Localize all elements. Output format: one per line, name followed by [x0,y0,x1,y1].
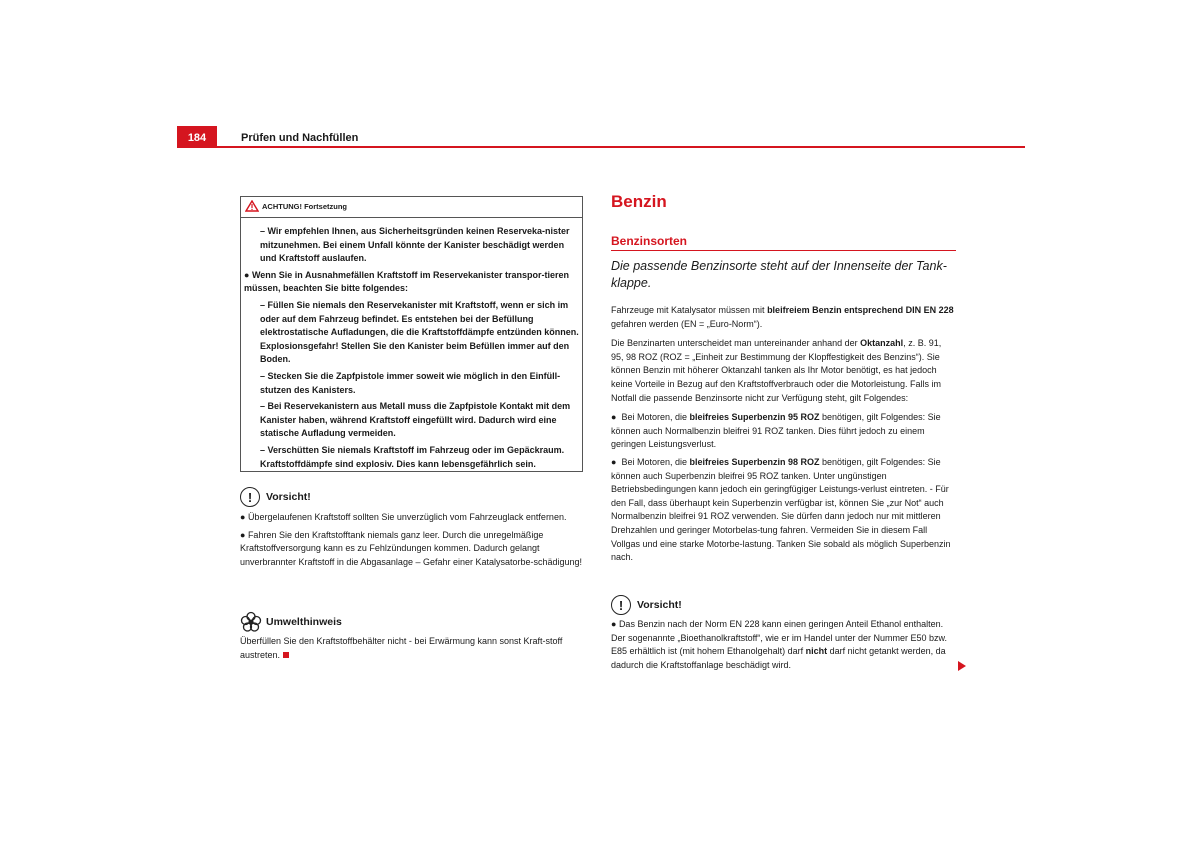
env-text [240,635,583,666]
caution-text-right [611,618,956,676]
caution-title: Vorsicht! [266,491,311,503]
list-item-text: Fahren Sie den Kraftstofftank niemals ganz leer. Durch die unregelmäßige Kraftstoffversorgung kann es zu Fehlzündungen kommen. Dadurch gelangt unverbrannter Kraftstoff in die Abgasanlage – Gefahr einer Katalysatorbe-schädigung! [240,529,583,567]
caution-text-left [240,511,583,573]
env-heading [240,611,342,633]
exclamation-icon: ! [240,487,260,507]
chapter-title: Prüfen und Nachfüllen [241,132,359,144]
warning-box [240,196,583,472]
header-rule [217,146,1025,148]
subsection-title: Benzinsorten [611,234,688,248]
warning-para: – Verschütten Sie niemals Kraftstoff im Fahrzeug oder im Gepäckraum. Kraftstoffdämpfe sind explosiv. Dies kann lebensgefährlich sein. [260,444,565,469]
paragraph: Die Benzinarten unterscheidet man untereinander anhand der Oktanzahl, z. B. 91, 95, 98 ROZ (ROZ = „Einheit zur Bestimmung der Klopffestigkeit des Benzins“). Sie können Benzin mit höherer Oktanzahl tanken als Ihr Motor benötigt, es hat jedoch keine Vorteile in Bezug auf den Kraftstoffverbrauch oder die Motorleistung. Falls im Notfall die passende Benzinsorte nicht zur Verfügung steht, gilt Folgendes: [611,338,942,403]
caution-heading-left [240,487,311,507]
list-item-text: Übergelaufenen Kraftstoff sollten Sie unverzüglich vom Fahrzeuglack entfernen. [247,512,567,522]
section-title: Benzin [611,192,667,211]
warning-para: – Stecken Sie die Zapfpistole immer soweit wie möglich in den Einfüll-stutzen des Kanisters. [260,370,561,395]
right-body [611,304,956,569]
exclamation-icon: ! [611,595,631,615]
subsection-rule [611,250,956,251]
page-header [177,126,1025,148]
flower-icon [240,611,262,633]
warning-heading: ACHTUNG! Fortsetzung [262,202,347,211]
next-page-arrow-icon [957,660,967,672]
env-text-body: Überfüllen Sie den Kraftstoffbehälter nicht - bei Erwärmung kann sonst Kraft-stoff austreten. [240,636,563,660]
bullet-icon: ● [244,269,252,280]
lead-text: Die passende Benzinsorte steht auf der Innenseite der Tank-klappe. [611,259,947,290]
warning-para: Wenn Sie in Ausnahmefällen Kraftstoff im Reservekanister transpor-tieren müssen, beachten Sie bitte folgendes: [244,269,570,294]
paragraph: Fahrzeuge mit Katalysator müssen mit bleifreiem Benzin entsprechend DIN EN 228 gefahren werden (EN = „Euro-Norm“). [611,305,954,329]
warning-triangle-icon [245,200,259,212]
caution-heading-right [611,595,682,615]
list-item: ● Bei Motoren, die bleifreies Superbenzin 98 ROZ benötigen, gilt Folgendes: Sie können auch Superbenzin bleifrei 95 ROZ tanken. Unter ungünstigen Betriebsbedingungen kann jedoch ein geringfügiger Leistungs-verlust eintreten. - Für den Fall, dass überhaupt kein Superbenzin verfügbar ist, können Sie „zur Not“ auch Normalbenzin bleifrei 91 ROZ verwenden. Sie dürfen dann jedoch nur mit mittleren Drehzahlen und geringer Motorbelas-tung fahren. Vermeiden Sie in diesem Fall Vollgas und eine starke Motorbe-lastung. Tanken Sie sobald als möglich Superbenzin nach. [611,456,951,563]
list-item: ● Fahren Sie den Kraftstofftank niemals ganz leer. Durch die unregelmäßige Kraftstoffversorgung kann es zu Fehlzündungen kommen. Dadurch gelangt unverbrannter Kraftstoff in die Abgasanlage – Gefahr einer Katalysatorbe-schädigung! [240,529,583,567]
warning-bullet [244,269,582,296]
end-square-icon [283,652,289,658]
warning-para: – Füllen Sie niemals den Reservekanister mit Kraftstoff, wenn er sich im oder auf dem Fahrzeug befindet. Es entstehen bei der Befüllung elektrostatische Aufladungen, die die Kraftstoffdämpfe entzünden können. Explosionsgefahr! Stellen Sie den Kanister beim Befüllen immer auf den Boden. [260,299,579,365]
caution-title: Vorsicht! [637,599,682,611]
warning-body [241,218,582,471]
list-item: ● Bei Motoren, die bleifreies Superbenzin 95 ROZ benötigen, gilt Folgendes: Sie können auch Normalbenzin bleifrei 91 ROZ tanken. Dies führt jedoch zu einem geringen Leistungsverlust. [611,412,941,450]
page-number: 184 [177,126,217,148]
warning-para: – Bei Reservekanistern aus Metall muss die Zapfpistole Kontakt mit dem Kanister haben, während Kraftstoff eingefüllt wird. Dadurch wird eine statische Aufladung vermeiden. [260,401,571,439]
warning-header [241,197,582,218]
list-item: ● Das Benzin nach der Norm EN 228 kann einen geringen Anteil Ethanol enthalten. Der sogenannte „Bioethanolkraftstoff“, wie er im Handel unter der Nummer E50 bzw. E85 erhältlich ist (mit hohem Ethanolgehalt) darf nicht darf nicht getankt werden, da dadurch die Kraftstoffanlage beschädigt wird. [611,619,947,670]
warning-para: – Wir empfehlen Ihnen, aus Sicherheitsgründen keinen Reserveka-nister mitzunehmen. Bei einem Unfall könnte der Kanister beschädigt werden und Kraftstoff auslaufen. [260,226,570,264]
env-title: Umwelthinweis [266,616,342,628]
list-item: ● Übergelaufenen Kraftstoff sollten Sie unverzüglich vom Fahrzeuglack entfernen. [240,512,567,522]
